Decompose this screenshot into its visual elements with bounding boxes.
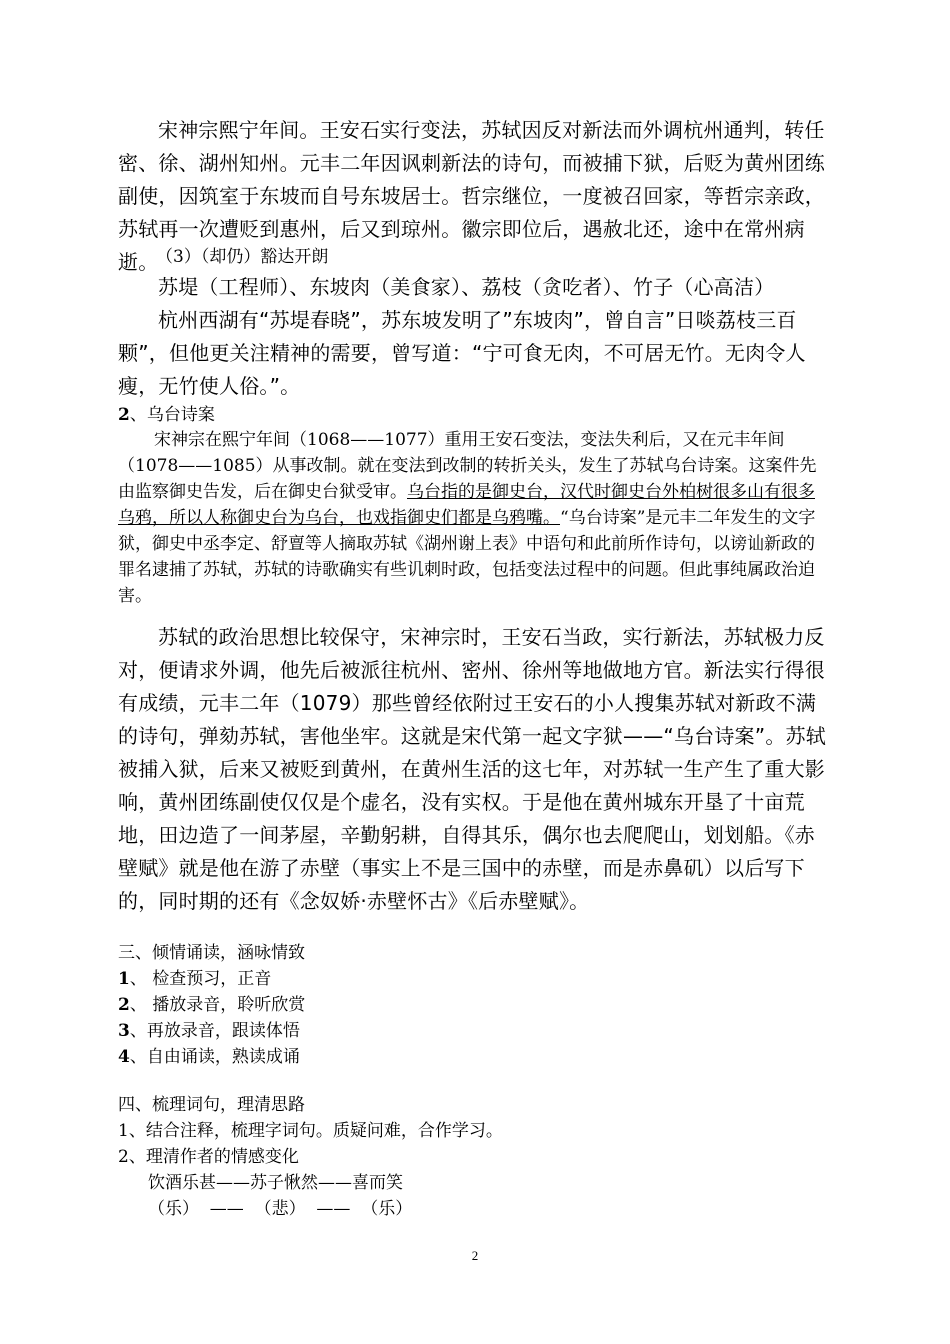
section-four <box>118 1092 834 1222</box>
list-item <box>118 1018 834 1044</box>
section-three <box>118 940 834 1070</box>
heading-text: 、乌台诗案 <box>129 405 215 425</box>
paragraph-su-shi-career: 宋神宗熙宁年间。王安石实行变法，苏轼因反对新法而外调杭州通判，转任密、徐、湖州知州。元丰二年因讽刺新法的诗句，而被捕下狱，后贬为黄州团练副使，因筑室于东坡而自号东坡居士。哲宗继位，一度被召回家，等哲宗亲政，苏轼再一次遭贬到惠州，后又到琼州。徽宗即位后，遇赦北还，途中在常州病逝。 <box>118 118 825 274</box>
paragraph-wutai-history <box>118 427 830 609</box>
list-item-text: 、 播放录音，聆听欣赏 <box>129 995 306 1015</box>
history-text-before: 宋神宗在熙宁年间（1068——1077）重用王安石变法，变法失利后，又在元丰年间（1078——1085）从事改制。就在变法到改制的转折关头，发生了苏轼乌台诗案。这案件先由监察御史告发，后在御史台狱受审。 <box>118 430 817 502</box>
list-item-number: 1 <box>118 969 130 989</box>
paragraph-political-thought: 苏轼的政治思想比较保守，宋神宗时，王安石当政，实行新法，苏轼极力反对，便请求外调，他先后被派往杭州、密州、徐州等地做地方官。新法实行得很有成绩，元丰二年（1079）那些曾经依附过王安石的小人搜集苏轼对新政不满的诗句，弹劾苏轼，害他坐牢。这就是宋代第一起文字狱——“乌台诗案”。苏轼被捕入狱，后来又被贬到黄州，在黄州生活的这七年，对苏轼一生产生了重大影响，黄州团练副使仅仅是个虚名，没有实权。于是他在黄州城东开垦了十亩荒地，田边造了一间茅屋，辛勤躬耕，自得其乐，偶尔也去爬爬山，划划船。《赤壁赋》就是他在游了赤壁（事实上不是三国中的赤壁，而是赤鼻矶）以后写下的，同时期的还有《念奴娇·赤壁怀古》《后赤壁赋》。 <box>118 625 826 913</box>
list-item: 2、理清作者的情感变化 <box>118 1147 299 1167</box>
list-item: 1、结合注释，梳理字词句。质疑问难，合作学习。 <box>118 1121 503 1141</box>
emotion-flow: 饮酒乐甚——苏子愀然——喜而笑 <box>148 1173 403 1193</box>
list-item-text: 、再放录音，跟读体悟 <box>129 1021 300 1041</box>
history-text-after: “乌台诗案”是元丰二年发生的文字狱，御史中丞李定、舒亶等人摘取苏轼《湖州谢上表》中语句和此前所作诗句，以谤讪新政的罪名逮捕了苏轼，苏轼的诗歌确实有些讥刺时政，包括变法过程中的问题。但此事纯属政治迫害。 <box>118 508 816 606</box>
subheading-open-minded: （3）（却仍）豁达开朗 <box>156 247 329 267</box>
paragraph-west-lake: 杭州西湖有“苏堤春晓”，苏东坡发明了”东坡肉”，曾自言”日啖荔枝三百颗”，但他更关注精神的需要，曾写道：“宁可食无肉，不可居无竹。无肉令人瘦，无竹使人俗。”。 <box>118 308 806 398</box>
paragraph-nicknames: 苏堤（工程师）、东坡肉（美食家）、荔枝（贪吃者）、竹子（心高洁） <box>158 275 775 299</box>
list-item <box>118 992 834 1018</box>
list-item <box>118 966 834 992</box>
list-item-number: 4 <box>118 1047 130 1067</box>
list-item <box>118 1044 834 1070</box>
list-item-text: 、 检查预习，正音 <box>129 969 272 989</box>
section-four-title: 四、梳理词句，理清思路 <box>118 1095 305 1115</box>
history-underlined-note: 乌台指的是御史台，汉代时御史台外柏树很多山有很多乌鸦，所以人称御史台为乌台，也戏指御史们都是乌鸦嘴。 <box>118 482 815 528</box>
section-three-title: 三、倾情诵读，涵咏情致 <box>118 943 305 963</box>
emotion-labels: （乐） —— （悲） —— （乐） <box>148 1199 413 1219</box>
page-number: 2 <box>471 1248 479 1263</box>
heading-number: 2 <box>118 405 130 425</box>
list-item-number: 2 <box>118 995 130 1015</box>
heading-wutai-case <box>118 402 215 428</box>
list-item-number: 3 <box>118 1021 130 1041</box>
list-item-text: 、自由诵读，熟读成诵 <box>129 1047 300 1067</box>
